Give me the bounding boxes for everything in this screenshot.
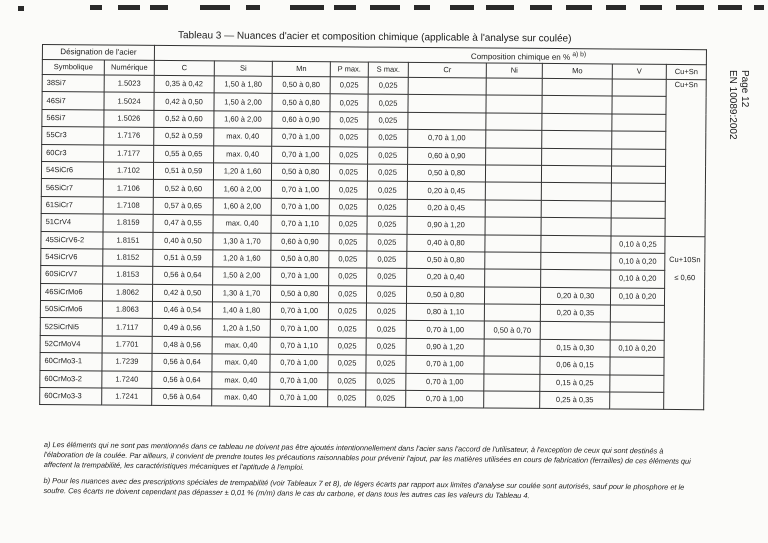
cell-symbolique: 60CrMo3-1	[40, 353, 102, 371]
cell-mo: 0,20 à 0,35	[540, 305, 610, 323]
cell-v: 0,10 à 0,20	[610, 340, 664, 358]
cell-ni	[484, 374, 540, 392]
cell-mo: 0,20 à 0,30	[540, 287, 610, 305]
cell-p-max: 0,025	[328, 338, 366, 356]
cell-symbolique: 60CrMo3-3	[40, 388, 102, 406]
cell-mo	[541, 218, 611, 236]
cell-cr: 0,70 à 1,00	[406, 356, 484, 374]
cell-c: 0,47 à 0,55	[153, 215, 213, 233]
cell-si: 1,40 à 1,80	[212, 302, 270, 320]
header-mn: Mn	[272, 61, 330, 76]
cell-v: 0,10 à 0,20	[611, 253, 665, 271]
cell-ni	[485, 269, 541, 287]
header-numerique: Numérique	[104, 60, 154, 75]
cell-mn: 0,60 à 0,90	[272, 111, 330, 129]
cell-si: 1,30 à 1,70	[212, 285, 270, 303]
cell-p-max: 0,025	[329, 164, 367, 182]
cell-si: max. 0,40	[212, 371, 270, 389]
cell-numerique: 1.7241	[102, 388, 152, 406]
page-reference	[727, 70, 764, 160]
table-body	[40, 75, 707, 411]
cell-cu-sn-top: Cu+Sn	[665, 79, 706, 236]
cell-si: 1,60 à 2,00	[213, 180, 271, 198]
cell-cr: 0,20 à 0,40	[407, 269, 485, 287]
cell-numerique: 1.5026	[104, 110, 154, 128]
cell-v	[610, 305, 664, 323]
cell-mn: 0,50 à 0,80	[270, 285, 328, 303]
cell-symbolique: 60Cr3	[42, 144, 104, 162]
cell-mo	[541, 235, 611, 253]
cell-p-max: 0,025	[330, 129, 368, 147]
cell-ni	[485, 235, 541, 253]
cell-v	[611, 218, 665, 236]
cell-si: 1,30 à 1,70	[213, 232, 271, 250]
composition-table-container	[39, 44, 706, 441]
cell-mo: 0,06 à 0,15	[540, 357, 610, 375]
cell-mo	[541, 183, 611, 201]
cell-ni: 0,50 à 0,70	[484, 321, 540, 339]
cell-p-max: 0,025	[330, 77, 368, 95]
cell-c: 0,56 à 0,64	[152, 354, 212, 372]
cell-c: 0,42 à 0,50	[154, 93, 214, 111]
cell-c: 0,42 à 0,50	[152, 284, 212, 302]
cell-p-max: 0,025	[330, 112, 368, 130]
cell-si: max. 0,40	[214, 128, 272, 146]
cell-cr: 0,70 à 1,00	[406, 390, 484, 408]
header-symbolique: Symbolique	[42, 60, 104, 75]
cell-c: 0,55 à 0,65	[154, 145, 214, 163]
cell-ni	[486, 130, 542, 148]
cell-symbolique: 50SiCrMo6	[40, 301, 102, 319]
cell-s-max: 0,025	[368, 129, 408, 147]
cell-c: 0,49 à 0,56	[152, 319, 212, 337]
cell-mn: 0,50 à 0,80	[271, 163, 329, 181]
cell-v	[610, 322, 664, 340]
page-number: Page 12	[739, 70, 750, 108]
cell-si: max. 0,40	[212, 337, 270, 355]
cell-cr: 0,90 à 1,20	[406, 338, 484, 356]
cell-numerique: 1.7240	[102, 371, 152, 389]
cell-s-max: 0,025	[368, 147, 408, 165]
cell-mn: 0,70 à 1,00	[271, 181, 329, 199]
cell-v	[612, 149, 666, 167]
cell-si: max. 0,40	[212, 354, 270, 372]
cell-s-max: 0,025	[366, 390, 406, 408]
header-cu-sn: Cu+Sn	[666, 64, 706, 79]
cell-numerique: 1.8062	[102, 284, 152, 302]
cell-s-max: 0,025	[367, 251, 407, 269]
cell-cr: 0,50 à 0,80	[406, 286, 484, 304]
cell-s-max: 0,025	[368, 112, 408, 130]
cell-cr: 0,80 à 1,10	[406, 303, 484, 321]
cell-mn: 0,70 à 1,00	[270, 302, 328, 320]
cell-p-max: 0,025	[329, 251, 367, 269]
cell-c: 0,51 à 0,59	[153, 162, 213, 180]
cell-symbolique: 52SiCrNi5	[40, 318, 102, 336]
cell-mn: 0,70 à 1,00	[270, 355, 328, 373]
cell-mn: 0,50 à 0,80	[272, 94, 330, 112]
cell-si: 1,20 à 1,50	[212, 319, 270, 337]
cell-mn: 0,70 à 1,00	[271, 198, 329, 216]
cell-mo	[541, 165, 611, 183]
footnote-b: b) Pour les nuances avec des prescriptions spéciales de trempabilité (voir Tableaux 7 et 8), de légers écarts par rapport aux limites d'analyse sur coulée sont autorisés, sauf pour le phosphore et le soufre. Ces écarts ne doivent cependant pas dépasser ± 0,01 % (m/m) dans le cas du carbone, et dans tous les autres cas les valeurs du Tableau 4.	[43, 475, 685, 501]
cell-numerique: 1.7176	[104, 127, 154, 145]
cell-cr	[408, 112, 486, 130]
cell-numerique: 1.8152	[103, 249, 153, 267]
cell-symbolique: 46Si7	[42, 92, 104, 110]
cell-mo	[541, 200, 611, 218]
scan-top-edge-marks	[0, 0, 768, 14]
cell-numerique: 1.7701	[102, 336, 152, 354]
cell-mn: 0,70 à 1,00	[272, 128, 330, 146]
cell-c: 0,52 à 0,60	[154, 110, 214, 128]
table-title: Tableau 3 — Nuances d'acier et composition chimique (applicable à l'analyse sur coulée)	[177, 30, 572, 45]
cell-v	[611, 166, 665, 184]
cell-s-max: 0,025	[368, 77, 408, 95]
cell-symbolique: 46SiCrMo6	[40, 283, 102, 301]
header-cr: Cr	[408, 62, 486, 78]
cell-v	[610, 375, 664, 393]
cell-ni	[486, 113, 542, 131]
cell-s-max: 0,025	[367, 199, 407, 217]
cell-c: 0,35 à 0,42	[154, 75, 214, 93]
cell-mo	[540, 322, 610, 340]
cell-ni	[485, 217, 541, 235]
cell-numerique: 1.7106	[103, 179, 153, 197]
cell-cr	[408, 95, 486, 113]
cell-c: 0,48 à 0,56	[152, 336, 212, 354]
cell-mn: 0,70 à 1,00	[270, 320, 328, 338]
standard-reference: EN 10089:2002	[727, 70, 738, 140]
header-ni: Ni	[486, 63, 542, 78]
header-designation: Désignation de l'acier	[42, 45, 154, 61]
cell-s-max: 0,025	[366, 338, 406, 356]
cell-mn: 0,70 à 1,00	[270, 389, 328, 407]
cell-mo	[541, 270, 611, 288]
cell-symbolique: 45SiCrV6-2	[41, 231, 103, 249]
cell-si: 1,50 à 2,00	[213, 267, 271, 285]
cell-mo	[542, 113, 612, 131]
cell-symbolique: 54SiCrV6	[41, 248, 103, 266]
cell-p-max: 0,025	[330, 146, 368, 164]
cell-s-max: 0,025	[367, 268, 407, 286]
cell-p-max: 0,025	[329, 233, 367, 251]
cell-ni	[486, 78, 542, 96]
cell-numerique: 1.8151	[103, 232, 153, 250]
cell-si: 1,50 à 1,80	[214, 76, 272, 94]
header-composition: Composition chimique en % $^{a) b)}$	[154, 45, 706, 64]
cell-mn: 0,70 à 1,10	[270, 337, 328, 355]
cell-v	[611, 183, 665, 201]
cell-si: max. 0,40	[213, 215, 271, 233]
cell-mo	[542, 131, 612, 149]
cell-s-max: 0,025	[366, 373, 406, 391]
cell-si: 1,20 à 1,60	[213, 163, 271, 181]
cell-v	[610, 357, 664, 375]
cell-mo	[542, 96, 612, 114]
cell-v	[612, 96, 666, 114]
cell-mo	[542, 78, 612, 96]
header-si: Si	[214, 61, 272, 76]
cell-ni	[484, 356, 540, 374]
cell-ni	[484, 339, 540, 357]
cu-sn-value: ≤ 0,60	[674, 272, 696, 282]
cell-s-max: 0,025	[366, 355, 406, 373]
cell-p-max: 0,025	[329, 198, 367, 216]
cell-si: 1,20 à 1,60	[213, 250, 271, 268]
cell-numerique: 1.7177	[104, 145, 154, 163]
cell-ni	[486, 148, 542, 166]
cell-ni	[484, 391, 540, 409]
cell-cu-sn-limit	[664, 236, 705, 410]
cell-numerique: 1.8063	[102, 301, 152, 319]
cu-sn-label: Cu+10Sn	[669, 254, 701, 264]
cell-symbolique: 61SiCr7	[41, 196, 103, 214]
cell-c: 0,46 à 0,54	[152, 301, 212, 319]
cell-cr: 0,20 à 0,45	[407, 182, 485, 200]
footnotes	[43, 440, 704, 509]
cell-s-max: 0,025	[366, 321, 406, 339]
cell-numerique: 1.7117	[102, 318, 152, 336]
cell-mo: 0,15 à 0,25	[540, 374, 610, 392]
cell-symbolique: 54SiCr6	[41, 161, 103, 179]
cell-c: 0,56 à 0,64	[153, 267, 213, 285]
cell-mo: 0,25 à 0,35	[540, 391, 610, 409]
cell-c: 0,51 à 0,59	[153, 249, 213, 267]
cell-symbolique: 56SiCr7	[41, 179, 103, 197]
cell-cr: 0,20 à 0,45	[407, 199, 485, 217]
cell-mn: 0,70 à 1,00	[270, 372, 328, 390]
cell-s-max: 0,025	[367, 181, 407, 199]
cell-p-max: 0,025	[330, 94, 368, 112]
cell-numerique: 1.8153	[103, 266, 153, 284]
header-v: V	[612, 64, 666, 79]
cell-cr: 0,60 à 0,90	[408, 147, 486, 165]
cell-cr	[408, 77, 486, 95]
cell-symbolique: 55Cr3	[42, 127, 104, 145]
cell-symbolique: 51CrV4	[41, 214, 103, 232]
cell-p-max: 0,025	[329, 216, 367, 234]
cell-si: max. 0,40	[212, 389, 270, 407]
cell-c: 0,56 à 0,64	[152, 371, 212, 389]
cell-mn: 0,70 à 1,00	[272, 146, 330, 164]
header-c: C	[154, 60, 214, 75]
cell-symbolique: 60SiCrV7	[41, 266, 103, 284]
cell-si: 1,50 à 2,00	[214, 93, 272, 111]
header-mo: Mo	[542, 63, 612, 79]
cell-mo	[541, 252, 611, 270]
cell-v: 0,10 à 0,25	[611, 235, 665, 253]
cell-c: 0,56 à 0,64	[152, 388, 212, 406]
cell-mn: 0,70 à 1,10	[271, 215, 329, 233]
cell-p-max: 0,025	[329, 181, 367, 199]
cell-mo	[542, 148, 612, 166]
cell-numerique: 1.7102	[103, 162, 153, 180]
cell-symbolique: 38Si7	[42, 75, 104, 93]
cell-s-max: 0,025	[367, 234, 407, 252]
cell-ni	[485, 252, 541, 270]
cell-c: 0,57 à 0,65	[153, 197, 213, 215]
cell-mo: 0,15 à 0,30	[540, 339, 610, 357]
cell-numerique: 1.8159	[103, 214, 153, 232]
cell-symbolique: 56Si7	[42, 109, 104, 127]
cell-s-max: 0,025	[368, 94, 408, 112]
cell-s-max: 0,025	[367, 216, 407, 234]
cell-v	[612, 114, 666, 132]
cell-v	[611, 201, 665, 219]
cell-cr: 0,70 à 1,00	[406, 373, 484, 391]
cell-si: 1,60 à 2,00	[213, 198, 271, 216]
cell-p-max: 0,025	[328, 285, 366, 303]
cell-numerique: 1.7108	[103, 197, 153, 215]
cell-p-max: 0,025	[328, 355, 366, 373]
cell-ni	[484, 304, 540, 322]
cell-ni	[484, 287, 540, 305]
cell-numerique: 1.5024	[104, 92, 154, 110]
cell-ni	[485, 200, 541, 218]
cell-s-max: 0,025	[367, 164, 407, 182]
footnote-a: a) Les éléments qui ne sont pas mentionnés dans ce tableau ne doivent pas être ajoutés intentionnellement dans l'acier sans l'accord de l'utilisateur, à l'exception de ceux qui sont destinés à l'élaboration de la coulée. Par ailleurs, il convient de prendre toutes les précautions raisonnables pour prévenir l'ajout, par les matières utilisées en cours de fabrication (ferrailles) de ces éléments qui affectent la trempabilité, les caractéristiques mécaniques et l'aptitude à l'emploi.	[43, 440, 691, 472]
cell-s-max: 0,025	[366, 286, 406, 304]
cell-numerique: 1.5023	[104, 75, 154, 93]
cell-ni	[486, 95, 542, 113]
cell-symbolique: 60CrMo3-2	[40, 370, 102, 388]
cell-c: 0,52 à 0,59	[154, 128, 214, 146]
cell-v	[612, 131, 666, 149]
cell-cr: 0,50 à 0,80	[407, 164, 485, 182]
cell-mn: 0,60 à 0,90	[271, 233, 329, 251]
cell-p-max: 0,025	[328, 320, 366, 338]
cell-mn: 0,50 à 0,80	[272, 76, 330, 94]
cell-p-max: 0,025	[328, 390, 366, 408]
cell-cr: 0,50 à 0,80	[407, 251, 485, 269]
cell-mn: 0,70 à 1,00	[271, 268, 329, 286]
cell-v: 0,10 à 0,20	[611, 270, 665, 288]
cell-p-max: 0,025	[328, 372, 366, 390]
cell-si: max. 0,40	[214, 145, 272, 163]
cell-s-max: 0,025	[366, 303, 406, 321]
cell-v	[612, 79, 666, 97]
cell-si: 1,60 à 2,00	[214, 111, 272, 129]
cell-p-max: 0,025	[329, 268, 367, 286]
cell-numerique: 1.7239	[102, 353, 152, 371]
composition-table	[39, 44, 707, 411]
cell-cr: 0,70 à 1,00	[406, 321, 484, 339]
cell-cr: 0,90 à 1,20	[407, 216, 485, 234]
cell-p-max: 0,025	[328, 303, 366, 321]
cell-ni	[485, 165, 541, 183]
cell-c: 0,40 à 0,50	[153, 232, 213, 250]
cell-cr: 0,40 à 0,80	[407, 234, 485, 252]
cell-mn: 0,50 à 0,80	[271, 250, 329, 268]
cell-v	[610, 392, 664, 410]
header-s-max: S max.	[368, 62, 408, 77]
cell-ni	[485, 182, 541, 200]
cell-v: 0,10 à 0,20	[610, 288, 664, 306]
cell-c: 0,52 à 0,60	[153, 180, 213, 198]
cell-symbolique: 52CrMoV4	[40, 335, 102, 353]
header-p-max: P max.	[330, 62, 368, 77]
cell-cr: 0,70 à 1,00	[408, 130, 486, 148]
